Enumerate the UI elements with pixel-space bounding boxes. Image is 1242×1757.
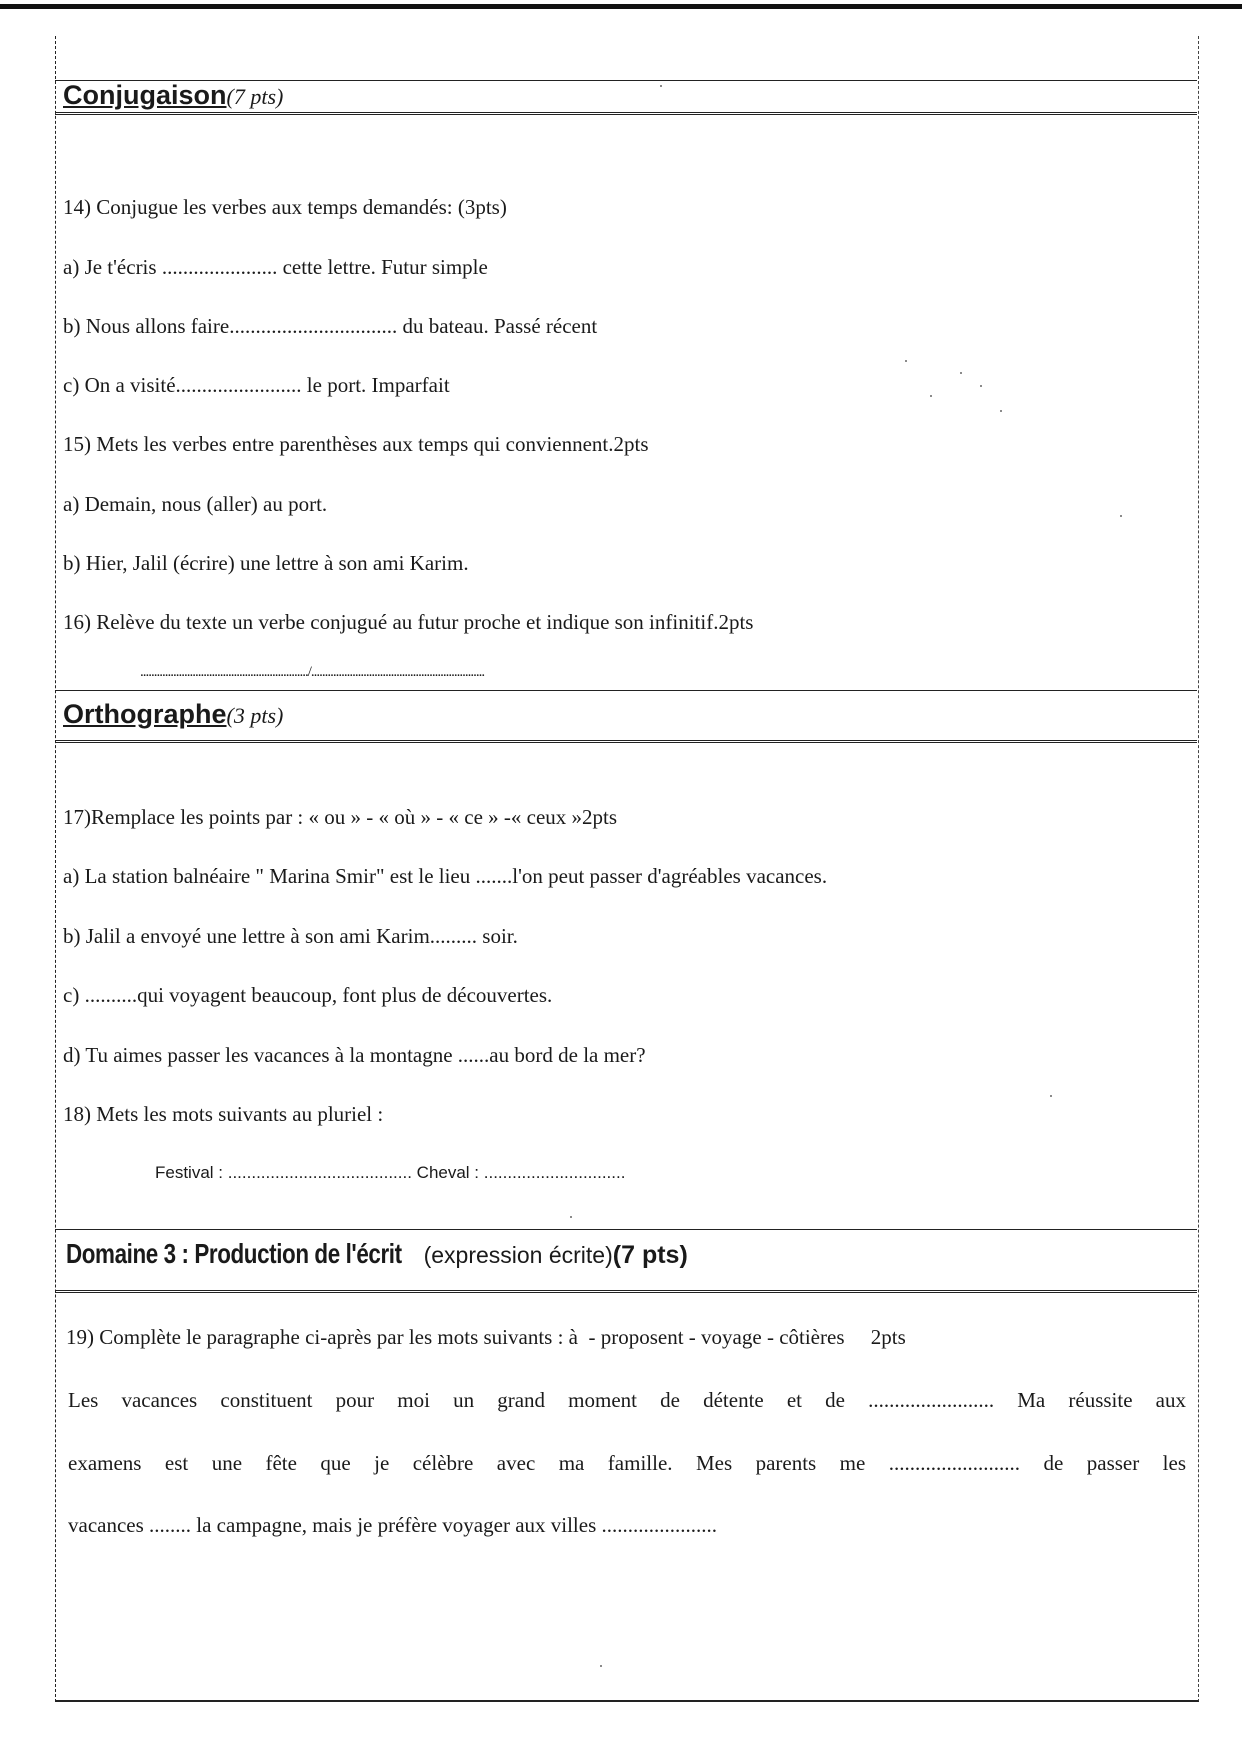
- scan-speck: [570, 1216, 572, 1218]
- paragraph-line-1: Les vacances constituent pour moi un grand moment de détente et de ........................ Ma réussite aux: [68, 1388, 1186, 1412]
- scan-speck: [660, 85, 662, 87]
- scan-speck: [930, 395, 932, 397]
- paragraph-line-2: examens est une fête que je célèbre avec ma famille. Mes parents me ......................... de passer les: [68, 1451, 1186, 1475]
- scan-speck: [1000, 410, 1002, 412]
- orthographe-rule-top: [55, 690, 1197, 691]
- question-19: 19) Complète le paragraphe ci-après par les mots suivants : à - proposent - voyage - côtières 2pts: [66, 1325, 906, 1349]
- scan-speck: [980, 385, 982, 387]
- question-17: 17)Remplace les points par : « ou » - « où » - « ce » -« ceux »2pts: [63, 805, 618, 829]
- scan-speck: [600, 1665, 602, 1667]
- conjugaison-title: Conjugaison: [63, 80, 227, 110]
- domaine3-rule-top: [55, 1229, 1197, 1230]
- question-17b: b) Jalil a envoyé une lettre à son ami Karim......... soir.: [63, 924, 518, 948]
- question-17a: a) La station balnéaire " Marina Smir" est le lieu .......l'on peut passer d'agréables vacances.: [63, 864, 828, 888]
- scan-speck: [1120, 515, 1122, 517]
- domaine3-rule-bottom: [55, 1290, 1197, 1293]
- question-15a: a) Demain, nous (aller) au port.: [63, 492, 328, 516]
- question-15: 15) Mets les verbes entre parenthèses aux temps qui conviennent.2pts: [63, 432, 649, 456]
- question-18: 18) Mets les mots suivants au pluriel :: [63, 1102, 384, 1126]
- scan-speck: [1050, 1095, 1052, 1097]
- domaine3-points: (7 pts): [612, 1241, 688, 1269]
- paragraph-line-3: vacances ........ la campagne, mais je préfère voyager aux villes ......................: [68, 1513, 718, 1537]
- scan-speck: [905, 360, 907, 362]
- orthographe-rule-bottom: [55, 740, 1197, 743]
- conjugaison-header: [63, 80, 283, 111]
- scan-speck: [960, 372, 962, 374]
- question-14a: a) Je t'écris ...................... cette lettre. Futur simple: [63, 255, 488, 279]
- header-rule-bottom: [55, 112, 1197, 115]
- orthographe-header: [63, 699, 283, 730]
- domaine3-subtitle: (expression écrite): [423, 1242, 613, 1268]
- orthographe-title: Orthographe: [63, 699, 227, 729]
- question-17c: c) ..........qui voyagent beaucoup, font plus de découvertes.: [63, 983, 553, 1007]
- question-18-words: Festival : ....................................... Cheval : ..............................: [155, 1163, 626, 1182]
- conjugaison-points: (7 pts): [226, 84, 284, 109]
- question-16: 16) Relève du texte un verbe conjugué au futur proche et indique son infinitif.2pts: [63, 610, 754, 634]
- question-14b: b) Nous allons faire................................ du bateau. Passé récent: [63, 314, 598, 338]
- top-rule: [0, 4, 1242, 9]
- domaine3-header: [66, 1238, 688, 1270]
- question-14: 14) Conjugue les verbes aux temps demandés: (3pts): [63, 195, 507, 219]
- question-17d: d) Tu aimes passer les vacances à la montagne ......au bord de la mer?: [63, 1043, 646, 1067]
- question-14c: c) On a visité........................ le port. Imparfait: [63, 373, 450, 397]
- question-15b: b) Hier, Jalil (écrire) une lettre à son ami Karim.: [63, 551, 469, 575]
- question-16-answer-line: ............................................................./...............................................................: [140, 664, 485, 680]
- orthographe-points: (3 pts): [226, 703, 284, 728]
- domaine3-title: Domaine 3 : Production de l'écrit: [66, 1238, 402, 1269]
